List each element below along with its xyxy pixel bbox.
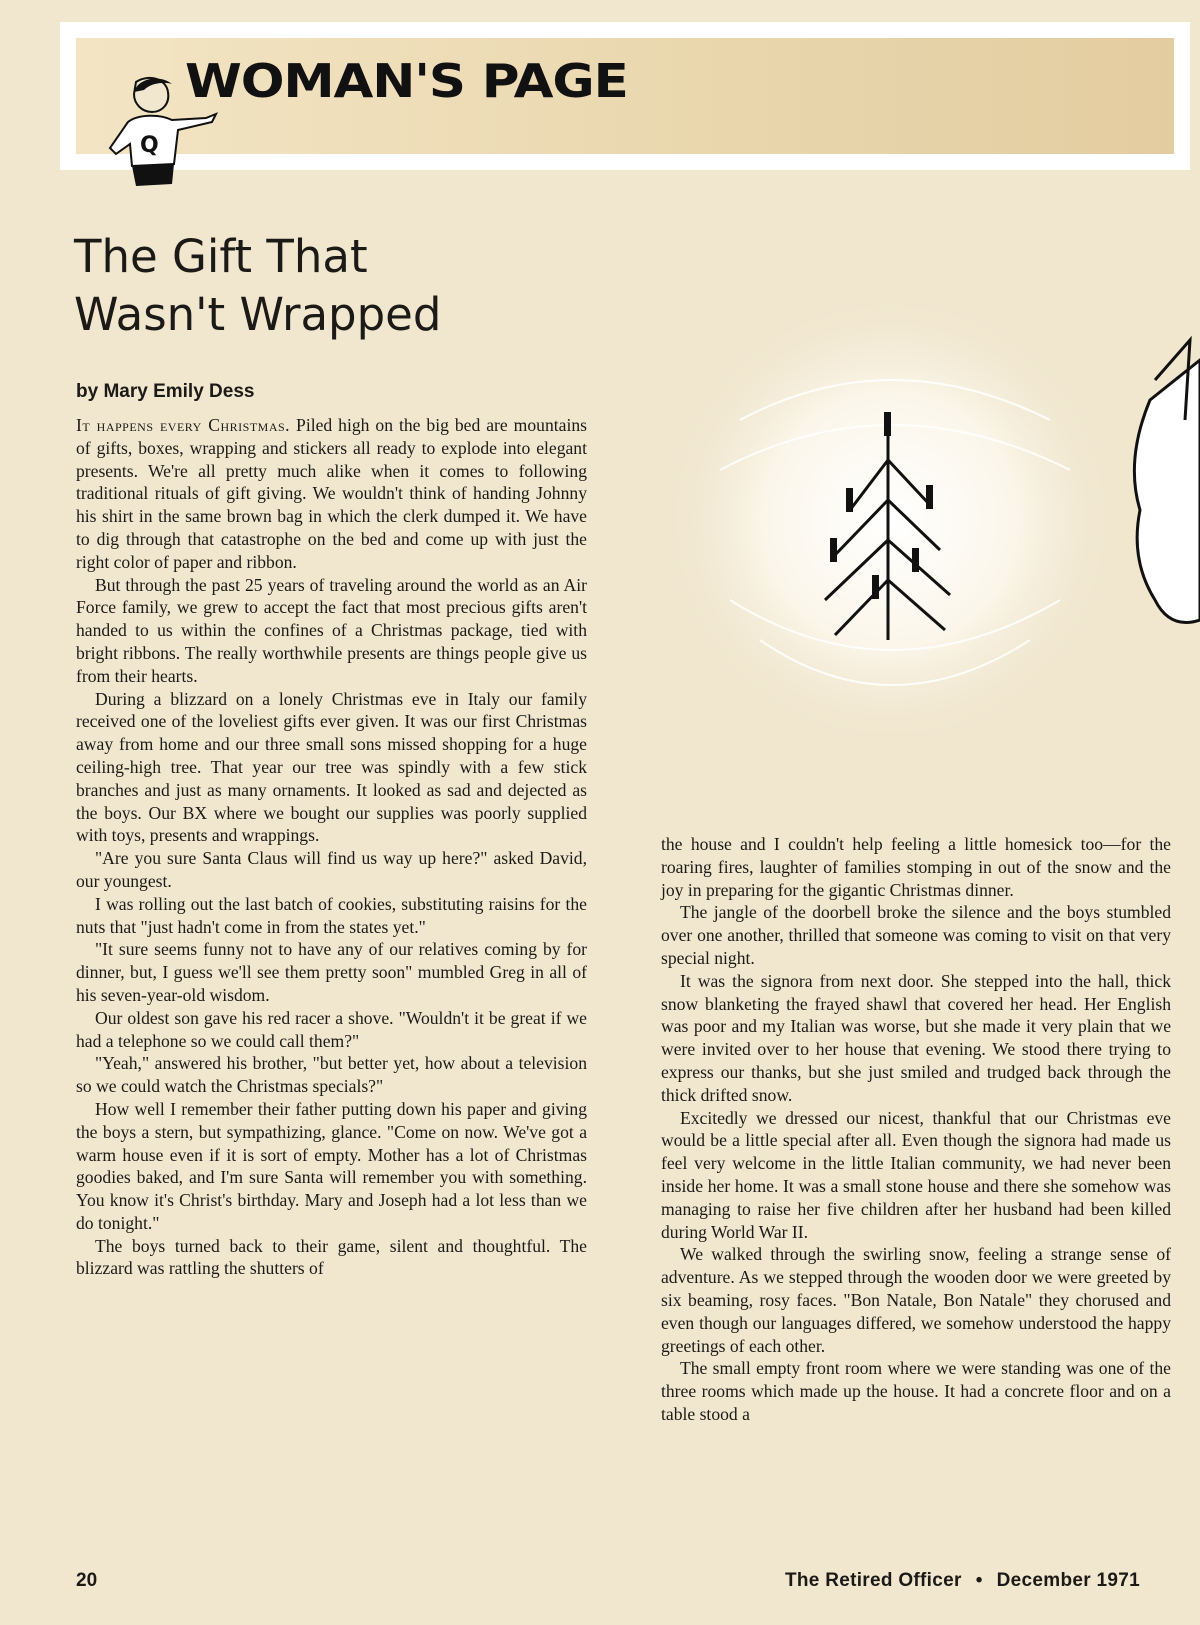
paragraph: The small empty front room where we were standing was one of the three rooms which made up the house. It had a concrete floor and on a table stood a — [661, 1358, 1171, 1424]
section-title: WOMAN'S PAGE — [185, 54, 628, 108]
article-column-left — [76, 414, 587, 1280]
issue-date: December 1971 — [996, 1570, 1140, 1591]
paragraph-text: Piled high on the big bed are mountains of gifts, boxes, wrapping and stickers all ready to explode into elegant presents. We're all pretty much alike when it comes to following traditional rituals of gift giving. We wouldn't think of handing Johnny his shirt in the same brown bag in which the clerk dumped it. We have to dig through that catastrophe on the bed and come up with just the right color of paper and ribbon. — [76, 415, 587, 572]
paragraph: During a blizzard on a lonely Christmas eve in Italy our family received one of the loveliest gifts ever given. It was our first Christmas away from home and our three small sons missed shopping for a huge ceiling-high tree. That year our tree was spindly with a few stick branches and just as many ornaments. It looked as sad and dejected as the boys. Our BX where we bought our supplies was poorly supplied with toys, presents and wrappings. — [76, 688, 587, 846]
page-number: 20 — [76, 1570, 98, 1591]
paragraph: But through the past 25 years of traveling around the world as an Air Force family, we grew to accept the fact that most precious gifts aren't handed to us within the confines of a Christmas package, tied with bright ribbons. The really worthwhile presents are things people give us from their hearts. — [76, 574, 587, 686]
publication-footer — [785, 1570, 1140, 1592]
paragraph: the house and I couldn't help feeling a little homesick too—for the roaring fires, laughter of families stomping in out of the snow and the joy in preparing for the gigantic Christmas dinner. — [661, 834, 1171, 900]
paragraph — [76, 414, 587, 574]
paragraph: "Are you sure Santa Claus will find us way up here?" asked David, our youngest. — [76, 848, 587, 891]
paragraph: How well I remember their father putting down his paper and giving the boys a stern, but sympathizing, glance. "Come on now. We've got a warm house even if it is sort of empty. Mother has a lot of Christmas goodies baked, and I'm sure Santa will remember you with something. You know it's Christ's birthday. Mary and Joseph had a lot less than we do tonight." — [76, 1098, 587, 1233]
paragraph: We walked through the swirling snow, feeling a strange sense of adventure. As we stepped through the wooden door we were greeted by six beaming, rosy faces. "Bon Natale, Bon Natale" they chorused and even though our languages differed, we somehow understood the happy greetings of each other. — [661, 1244, 1171, 1356]
separator-dot: • — [975, 1570, 983, 1591]
woman-pointing-illustration — [88, 74, 238, 194]
article-column-right — [661, 833, 1171, 1426]
article-headline — [74, 228, 594, 344]
paragraph: "It sure seems funny not to have any of our relatives coming by for dinner, but, I guess we'll see them pretty soon" mumbled Greg in all of his seven-year-old wisdom. — [76, 939, 587, 1005]
lead-in: It happens every Christmas. — [76, 415, 291, 435]
paragraph: I was rolling out the last batch of cookies, substituting raisins for the nuts that "just hadn't come in from the states yet." — [76, 893, 587, 937]
byline: by Mary Emily Dess — [76, 381, 255, 402]
paragraph: It was the signora from next door. She stepped into the hall, thick snow blanketing the frayed shawl that covered her head. Her English was poor and my Italian was worse, but she made it very plain that we were invited over to her house that evening. We stood there trying to express our thanks, but she just smiled and trudged back through the thick drifted snow. — [661, 970, 1171, 1105]
headline-line-1: The Gift That — [74, 230, 368, 283]
paragraph: The jangle of the doorbell broke the silence and the boys stumbled over one another, thrilled that someone was coming to visit on that very special night. — [661, 902, 1171, 968]
headline-line-2: Wasn't Wrapped — [74, 288, 442, 341]
paragraph: The boys turned back to their game, silent and thoughtful. The blizzard was rattling the shutters of — [76, 1235, 587, 1279]
paragraph: Excitedly we dressed our nicest, thankful that our Christmas eve would be a little special after all. Even though the signora had made us feel very welcome in the little Italian community, we had never been inside her home. It was a small stone house and there she somehow was managing to raise her five children after her husband had been killed during World War II. — [661, 1107, 1171, 1242]
christmas-tree-illustration — [610, 300, 1200, 740]
paragraph: Our oldest son gave his red racer a shove. "Wouldn't it be great if we had a telephone so we could call them?" — [76, 1007, 587, 1051]
paragraph: "Yeah," answered his brother, "but better yet, how about a television so we could watch the Christmas specials?" — [76, 1053, 587, 1097]
publication-name: The Retired Officer — [784, 1570, 962, 1591]
svg-text:Q: Q — [140, 133, 159, 158]
